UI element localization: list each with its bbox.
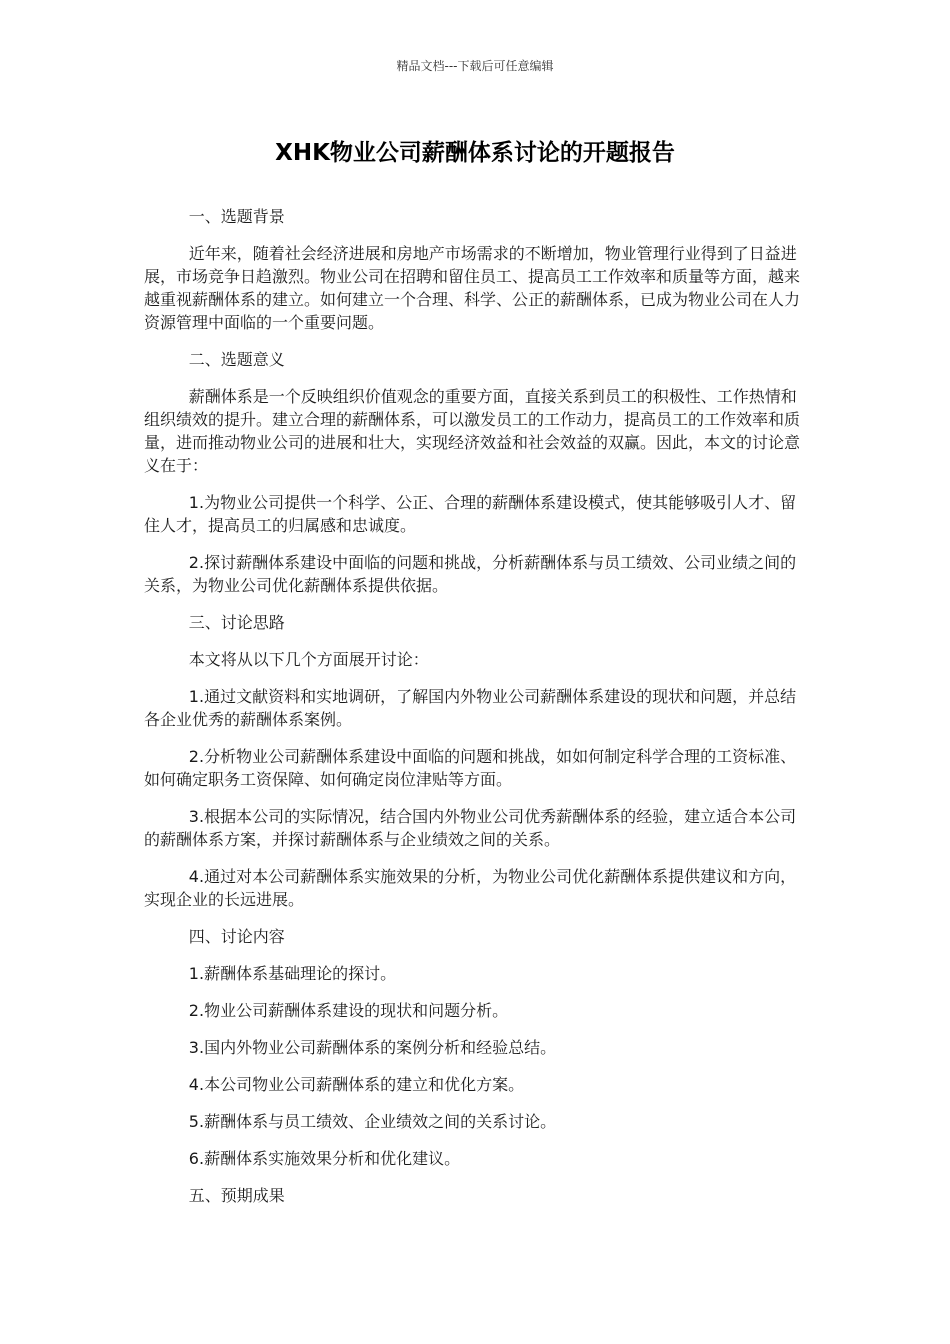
section-heading-expected-results: 五、预期成果 <box>188 1186 285 1205</box>
list-item: 1.通过文献资料和实地调研，了解国内外物业公司薪酬体系建设的现状和问题，并总结各企业优秀的薪酬体系案例。 <box>144 687 797 729</box>
list-item: 4.通过对本公司薪酬体系实施效果的分析，为物业公司优化薪酬体系提供建议和方向，实现企业的长远进展。 <box>144 867 797 909</box>
paragraph-background: 近年来，随着社会经济进展和房地产市场需求的不断增加，物业管理行业得到了日益进展，市场竞争日趋激烈。物业公司在招聘和留住员工、提高员工工作效率和质量等方面，越来越重视薪酬体系的建立。如何建立一个合理、科学、公正的薪酬体系，已成为物业公司在人力资源管理中面临的一个重要问题。 <box>144 244 801 332</box>
list-item: 6.薪酬体系实施效果分析和优化建议。 <box>188 1149 461 1168</box>
list-item: 5.薪酬体系与员工绩效、企业绩效之间的关系讨论。 <box>188 1112 557 1131</box>
section-heading-approach: 三、讨论思路 <box>188 613 285 632</box>
section-heading-background: 一、选题背景 <box>188 207 285 226</box>
list-item: 1.为物业公司提供一个科学、公正、合理的薪酬体系建设模式，使其能够吸引人才、留住人才，提高员工的归属感和忠诚度。 <box>144 493 797 535</box>
paragraph-significance: 薪酬体系是一个反映组织价值观念的重要方面，直接关系到员工的积极性、工作热情和组织绩效的提升。建立合理的薪酬体系，可以激发员工的工作动力，提高员工的工作效率和质量，进而推动物业公司的进展和壮大，实现经济效益和社会效益的双赢。因此，本文的讨论意义在于： <box>144 387 801 475</box>
list-item: 3.国内外物业公司薪酬体系的案例分析和经验总结。 <box>188 1038 557 1057</box>
section-heading-significance: 二、选题意义 <box>188 350 285 369</box>
page-header: 精品文档---下载后可任意编辑 <box>396 59 554 73</box>
document-body <box>144 205 806 1221</box>
section-heading-content: 四、讨论内容 <box>188 927 285 946</box>
list-item: 2.物业公司薪酬体系建设的现状和问题分析。 <box>188 1001 509 1020</box>
list-item: 2.探讨薪酬体系建设中面临的问题和挑战，分析薪酬体系与员工绩效、公司业绩之间的关系，为物业公司优化薪酬体系提供依据。 <box>144 553 797 595</box>
list-item: 1.薪酬体系基础理论的探讨。 <box>188 964 397 983</box>
paragraph-approach: 本文将从以下几个方面展开讨论： <box>188 650 429 669</box>
list-item: 3.根据本公司的实际情况，结合国内外物业公司优秀薪酬体系的经验，建立适合本公司的薪酬体系方案，并探讨薪酬体系与企业绩效之间的关系。 <box>144 807 797 849</box>
list-item: 2.分析物业公司薪酬体系建设中面临的问题和挑战，如如何制定科学合理的工资标准、如何确定职务工资保障、如何确定岗位津贴等方面。 <box>144 747 797 789</box>
list-item: 4.本公司物业公司薪酬体系的建立和优化方案。 <box>188 1075 525 1094</box>
document-title: XHK物业公司薪酬体系讨论的开题报告 <box>275 140 675 166</box>
